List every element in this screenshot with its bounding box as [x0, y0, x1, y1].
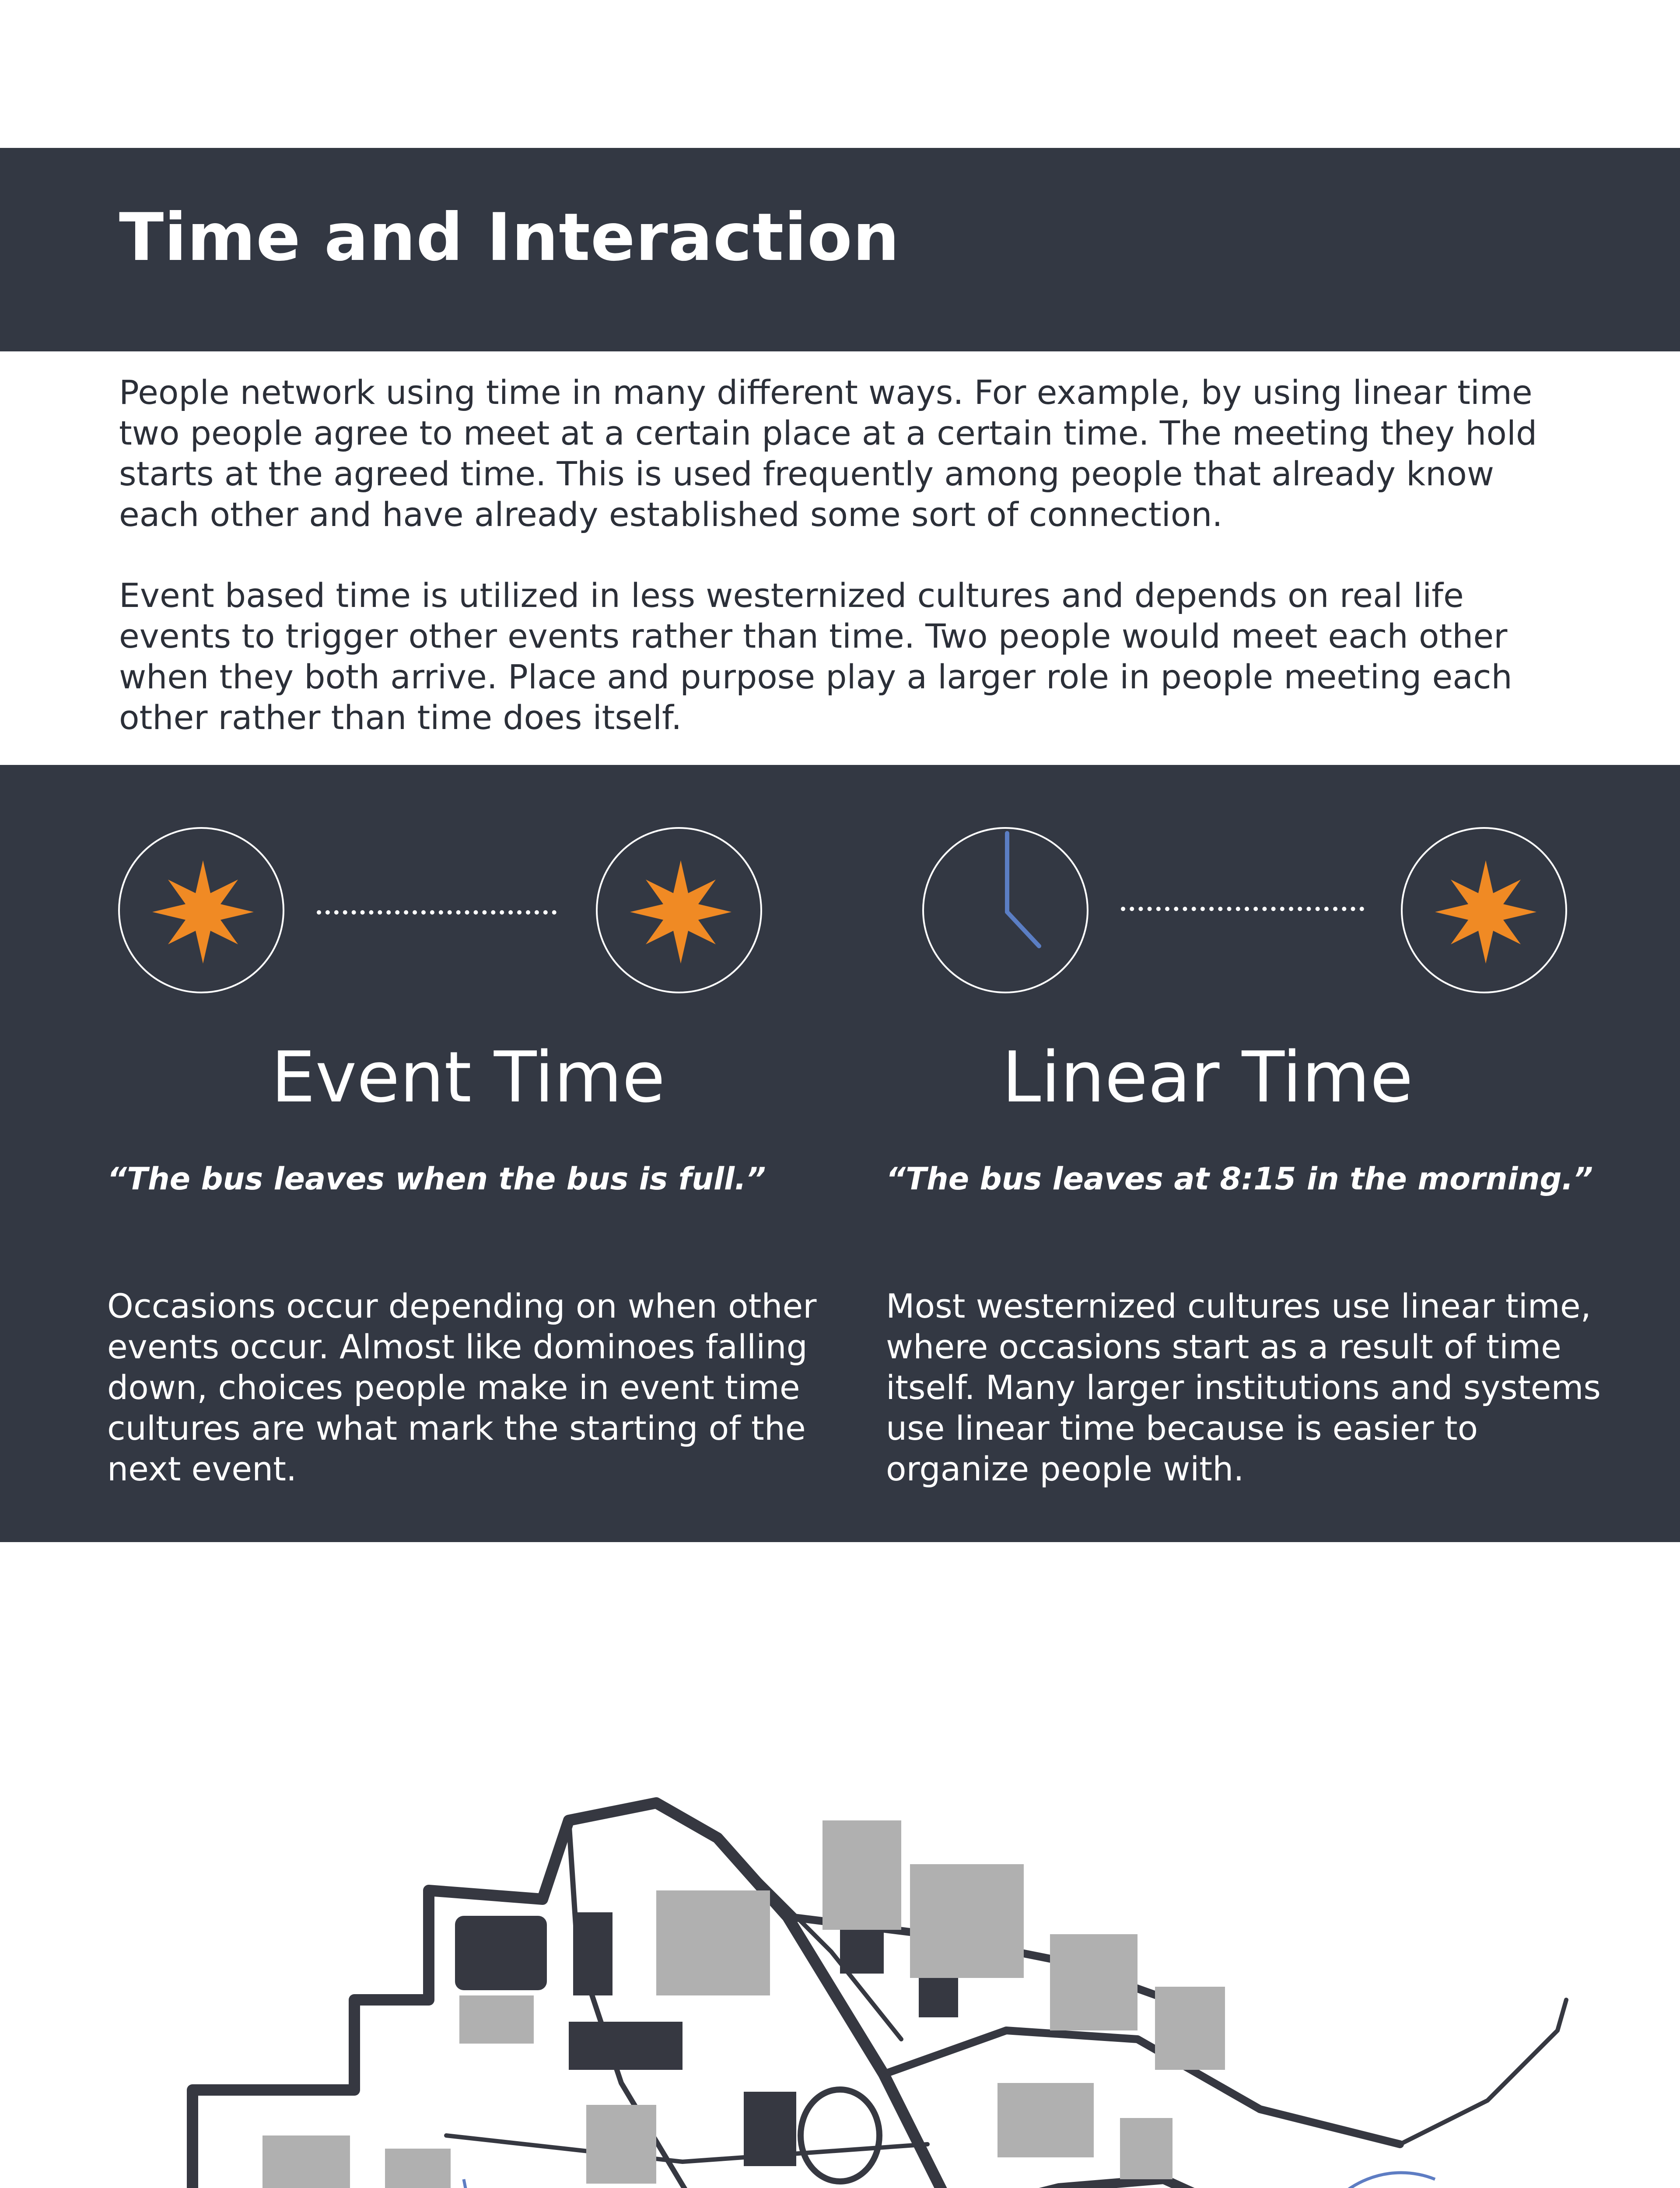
starburst-icon: [118, 827, 284, 993]
intro-section: [119, 372, 1576, 778]
intro-paragraph: People network using time in many different ways. For example, by using linear time two people agree to meet at a certain place at a certain time. The meeting they hold starts at the agreed time. This is used frequently among people that already know each other and have already established some sort of connection.: [119, 373, 1537, 534]
dotted-connector: [1121, 907, 1364, 911]
event-time-title: Event Time: [271, 1036, 665, 1118]
time-comparison-panel: [0, 765, 1680, 1542]
clock-icon: [922, 827, 1088, 993]
header-band: [0, 148, 1680, 351]
event-time-body: Occasions occur depending on when other events occur. Almost like dominoes falling down, choices people make in event time cultures are what mark the starting of the next event.: [107, 1287, 817, 1488]
linear-time-quote: “The bus leaves at 8:15 in the morning.”: [886, 1161, 1593, 1197]
linear-time-title: Linear Time: [1002, 1036, 1413, 1118]
event-time-quote: “The bus leaves when the bus is full.”: [107, 1161, 766, 1197]
dotted-connector: [317, 910, 556, 915]
campus-flow-map: [0, 1558, 1680, 2188]
starburst-icon: [1401, 827, 1567, 993]
intro-paragraph: Event based time is utilized in less westernized cultures and depends on real life events to trigger other events rather than time. Two people would meet each other when they both arrive. Place and purpose play a larger role in people meeting each other rather than time does itself.: [119, 576, 1512, 737]
campus-map-illustration: [0, 1558, 1680, 2188]
page-title: Time and Interaction: [119, 200, 900, 276]
linear-time-body: Most westernized cultures use linear time, where occasions start as a result of time itself. Many larger institutions and systems use linear time because is easier to organize people with.: [886, 1287, 1601, 1488]
starburst-icon: [596, 827, 762, 993]
